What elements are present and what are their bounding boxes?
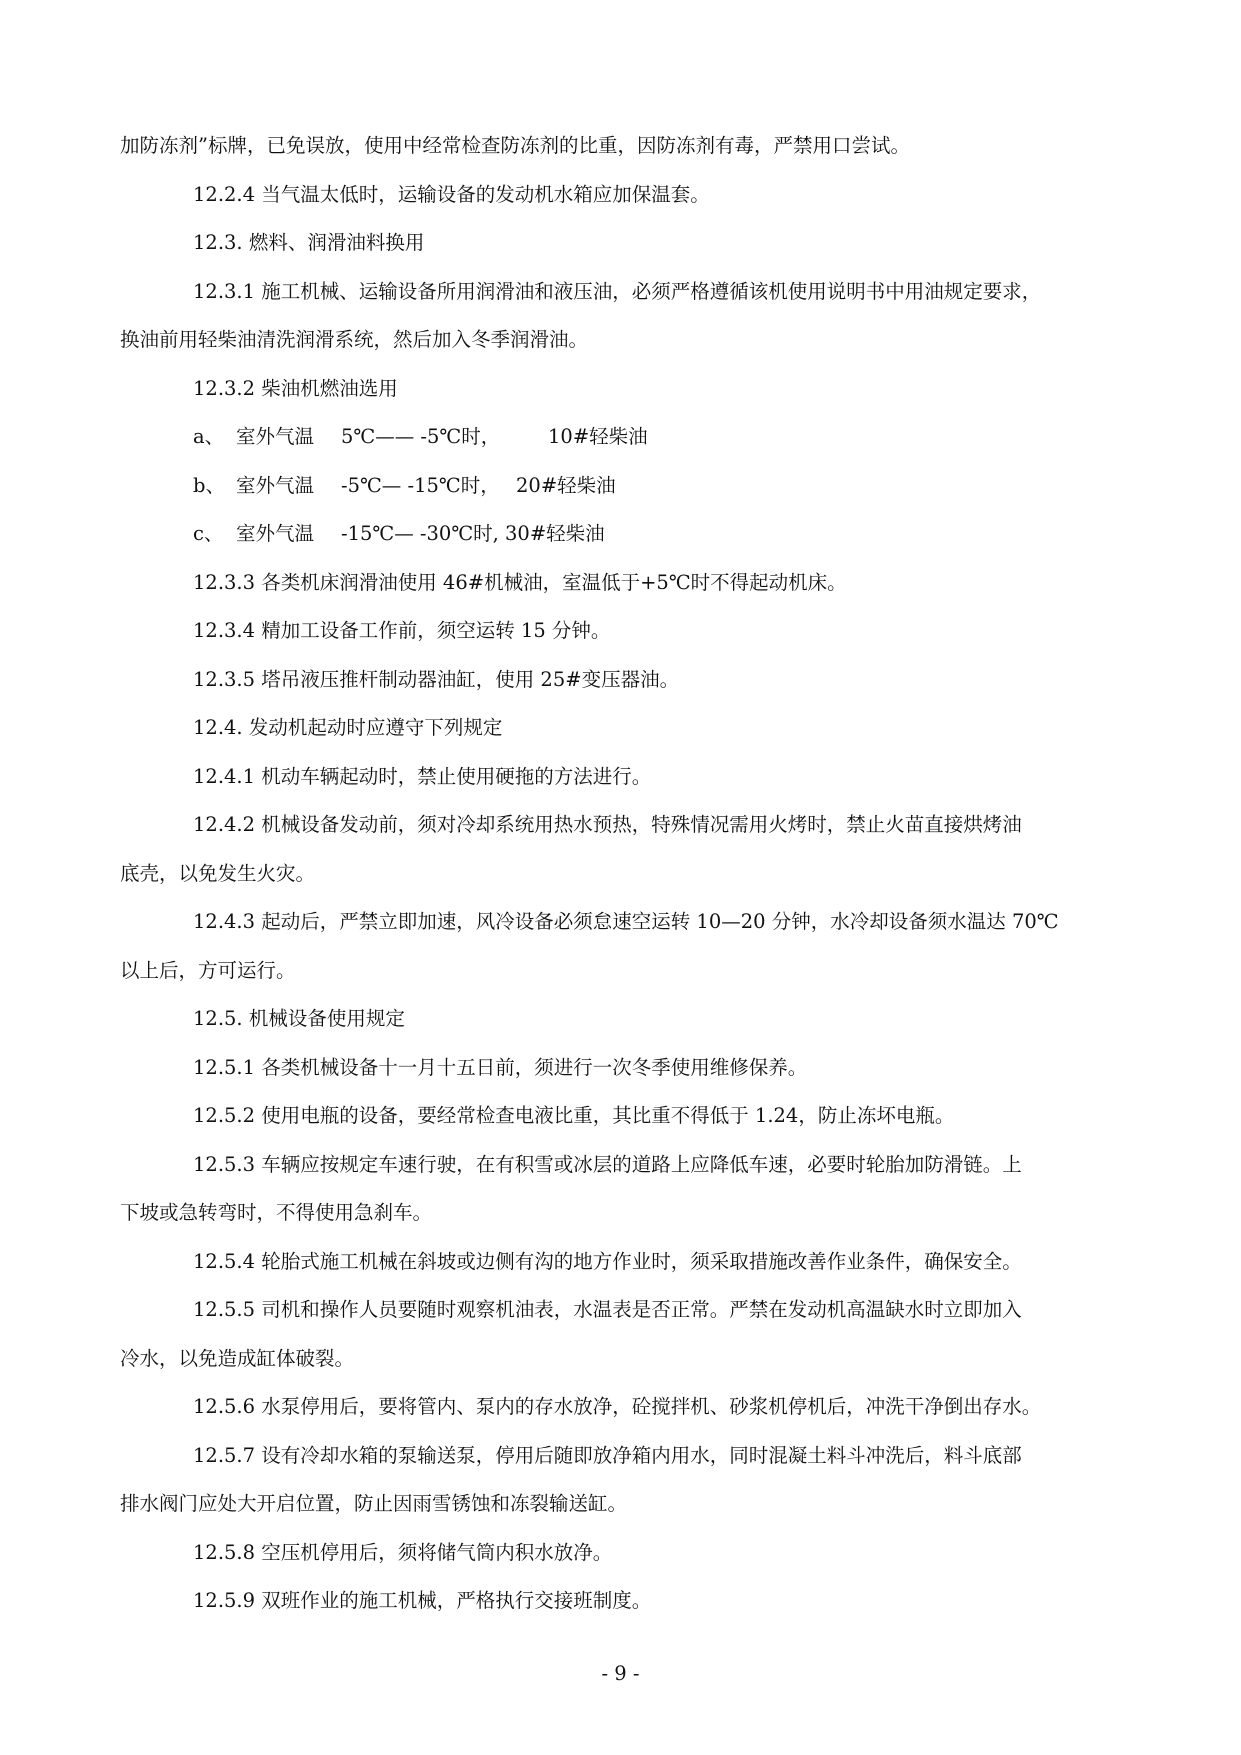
- fuel-row-range: -5℃— -15℃时，: [341, 473, 500, 497]
- paragraph-line: 12.5.8 空压机停用后，须将储气筒内积水放净。: [193, 1540, 613, 1564]
- paragraph-line: 12.4.3 起动后，严禁立即加速，风冷设备必须怠速空运转 10—20 分钟，水冷却设备须水温达 70℃: [193, 910, 1059, 933]
- paragraph-line: 12.3.5 塔吊液压推杆制动器油缸，使用 25#变压器油。: [193, 667, 680, 691]
- paragraph-line: 以上后，方可运行。: [120, 958, 296, 982]
- fuel-row-range: -15℃— -30℃时, 30#轻柴油: [341, 522, 605, 545]
- paragraph-line: 换油前用轻柴油清洗润滑系统，然后加入冬季润滑油。: [120, 328, 589, 351]
- fuel-row-a: [120, 413, 1132, 462]
- paragraph-line: 12.3.3 各类机床润滑油使用 46#机械油，室温低于+5℃时不得起动机床。: [193, 570, 847, 594]
- paragraph-line: 12.5.6 水泵停用后，要将管内、泵内的存水放净，砼搅拌机、砂浆机停机后，冲洗干净倒出存水。: [193, 1395, 1042, 1418]
- fuel-row-marker: b、: [193, 473, 225, 497]
- paragraph-line: 12.5.2 使用电瓶的设备，要经常检查电液比重，其比重不得低于 1.24，防止冻坏电瓶。: [193, 1104, 955, 1127]
- fuel-row-label: 室外气温: [236, 522, 315, 545]
- fuel-row-label: 室外气温: [236, 473, 315, 497]
- fuel-row-label: 室外气温: [236, 425, 315, 448]
- paragraph-line: 12.3.1 施工机械、运输设备所用润滑油和液压油，必须严格遵循该机使用说明书中用油规定要求，: [193, 279, 1042, 303]
- paragraph-line: 12.3.2 柴油机燃油选用: [193, 376, 398, 400]
- fuel-row-b: [120, 462, 1132, 511]
- paragraph-line: 底壳，以免发生火灾。: [120, 861, 316, 885]
- paragraph-line: 12.5.7 设有冷却水箱的泵输送泵，停用后随即放净箱内用水，同时混凝土料斗冲洗后，料斗底部: [193, 1443, 1022, 1467]
- paragraph-line: 12.2.4 当气温太低时，运输设备的发动机水箱应加保温套。: [193, 182, 710, 206]
- fuel-row-fuel: 10#轻柴油: [548, 425, 648, 448]
- paragraph-line: 冷水，以免造成缸体破裂。: [120, 1346, 355, 1370]
- paragraph-line: 12.5.9 双班作业的施工机械，严格执行交接班制度。: [193, 1589, 652, 1612]
- section-heading: 12.5. 机械设备使用规定: [193, 1007, 405, 1030]
- document-body: [120, 122, 1132, 1626]
- paragraph-line: 12.5.5 司机和操作人员要随时观察机油表，水温表是否正常。严禁在发动机高温缺水时立即加入: [193, 1298, 1022, 1321]
- page-number: - 9 -: [601, 1662, 640, 1685]
- paragraph-line: 12.4.2 机械设备发动前，须对冷却系统用热水预热，特殊情况需用火烤时，禁止火苗直接烘烤油: [193, 813, 1022, 836]
- paragraph-line: 12.5.1 各类机械设备十一月十五日前，须进行一次冬季使用维修保养。: [193, 1055, 808, 1079]
- paragraph-line: 排水阀门应处大开启位置，防止因雨雪锈蚀和冻裂输送缸。: [120, 1492, 628, 1515]
- paragraph-line: 加防冻剂”标牌，已免误放，使用中经常检查防冻剂的比重，因防冻剂有毒，严禁用口尝试。: [120, 134, 910, 157]
- paragraph-line: 12.3.4 精加工设备工作前，须空运转 15 分钟。: [193, 619, 611, 642]
- fuel-row-fuel: 20#轻柴油: [516, 473, 616, 497]
- paragraph-line: 12.4.1 机动车辆起动时，禁止使用硬拖的方法进行。: [193, 764, 652, 788]
- paragraph-line: 12.5.4 轮胎式施工机械在斜坡或边侧有沟的地方作业时，须采取措施改善作业条件，确保安全。: [193, 1249, 1022, 1273]
- paragraph-line: 下坡或急转弯时，不得使用急刹车。: [120, 1201, 433, 1224]
- section-heading: 12.3. 燃料、润滑油料换用: [193, 231, 425, 254]
- paragraph-line: 12.5.3 车辆应按规定车速行驶，在有积雪或冰层的道路上应降低车速，必要时轮胎加防滑链。上: [193, 1152, 1022, 1176]
- fuel-row-range: 5℃—— -5℃时，: [341, 425, 501, 448]
- fuel-row-marker: c、: [193, 522, 224, 545]
- fuel-row-marker: a、: [193, 425, 225, 448]
- fuel-row-c: [120, 510, 1132, 559]
- section-heading: 12.4. 发动机起动时应遵守下列规定: [193, 716, 503, 739]
